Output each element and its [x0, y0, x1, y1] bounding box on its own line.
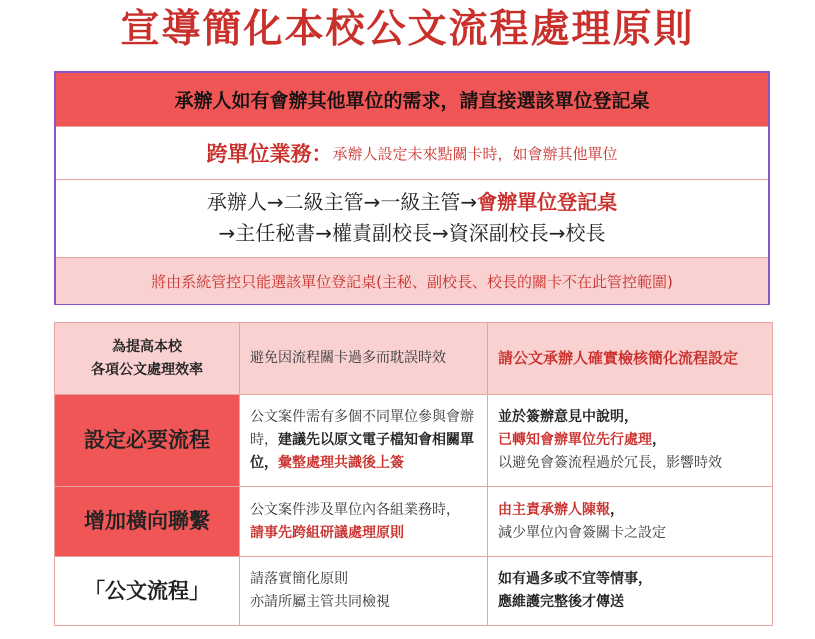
row1-act-a: 並於簽辦意見中說明，: [498, 409, 638, 425]
row2-act-a: 由主責承辦人陳報: [498, 501, 610, 518]
table-header-col1: [55, 323, 240, 395]
system-note: 將由系統管控只能選該單位登記桌(主秘、副校長、校長的關卡不在此管控範圍): [56, 257, 768, 304]
page-title: 宣導簡化本校公文流程處理原則: [120, 7, 695, 52]
row3-act-a: 如有過多或不宜等情事，: [498, 571, 652, 587]
flow-line-1: [207, 187, 617, 218]
row3-action: [488, 557, 772, 625]
header-col1-line2: 各項公文處理效率: [91, 361, 203, 378]
row1-desc-c: ，: [264, 455, 278, 471]
row2-description: [240, 487, 488, 557]
header-col1-line1: 為提高本校: [112, 338, 182, 355]
row-label-document-flow: 「公文流程」: [55, 557, 240, 625]
row2-act-line1: [498, 499, 762, 522]
cross-unit-desc: 承辦人設定未來點關卡時，如會辦其他單位: [332, 144, 618, 163]
row2-act-c: 減少單位內會簽關卡之設定: [498, 524, 666, 541]
row1-act-d: 以避免會簽流程過於冗長，影響時效: [498, 455, 722, 471]
row1-act-c: ，: [652, 432, 666, 448]
flow-line-1-text: 承辦人→二級主管→一級主管→: [206, 190, 478, 214]
row-label-necessary-flow: 設定必要流程: [55, 395, 240, 487]
table-header-col2: 避免因流程關卡過多而耽誤時效: [240, 323, 488, 395]
row2-desc-b: 請事先跨組研議處理原則: [250, 524, 404, 541]
flow-row: [56, 179, 768, 257]
row1-act-b: 已轉知會辦單位先行處理: [498, 432, 652, 448]
flow-highlight: 會辦單位登記桌: [477, 190, 618, 214]
row1-desc-d: 彙整處理共識後上簽: [278, 455, 404, 471]
row-label-horizontal-contact: 增加橫向聯繫: [55, 487, 240, 557]
row1-desc-a: 公文案件需有多個不同單位參與會辦時，: [250, 409, 474, 448]
row2-desc-a: 公文案件涉及單位內各組業務時，: [250, 501, 460, 518]
row1-desc-b: 建議先以原文電子檔知會相關單位: [250, 432, 474, 471]
cross-unit-colon: ：: [311, 142, 333, 166]
row1-description-text: [250, 406, 477, 475]
cross-unit-row: [56, 126, 768, 180]
row3-desc-b: 亦請所屬主管共同檢視: [250, 594, 390, 610]
row2-action: [488, 487, 772, 557]
guideline-table: [54, 322, 773, 626]
row1-act-line2: [498, 429, 762, 452]
row3-act-b: 應維護完整後才傳送: [498, 594, 624, 610]
flow-line-2: →主任秘書→權責副校長→資深副校長→校長: [218, 221, 606, 245]
row1-action: [488, 395, 772, 487]
table-header-col3: 請公文承辦人確實檢核簡化流程設定: [488, 323, 772, 395]
row1-description: [240, 395, 488, 487]
row3-desc-a: 請落實簡化原則: [250, 571, 348, 587]
row2-act-b: ，: [610, 501, 624, 518]
notice-box: [54, 71, 770, 305]
cross-unit-label: 跨單位業務: [206, 142, 312, 166]
row3-description: [240, 557, 488, 625]
notice-header: 承辦人如有會辦其他單位的需求，請直接選該單位登記桌: [56, 73, 768, 126]
